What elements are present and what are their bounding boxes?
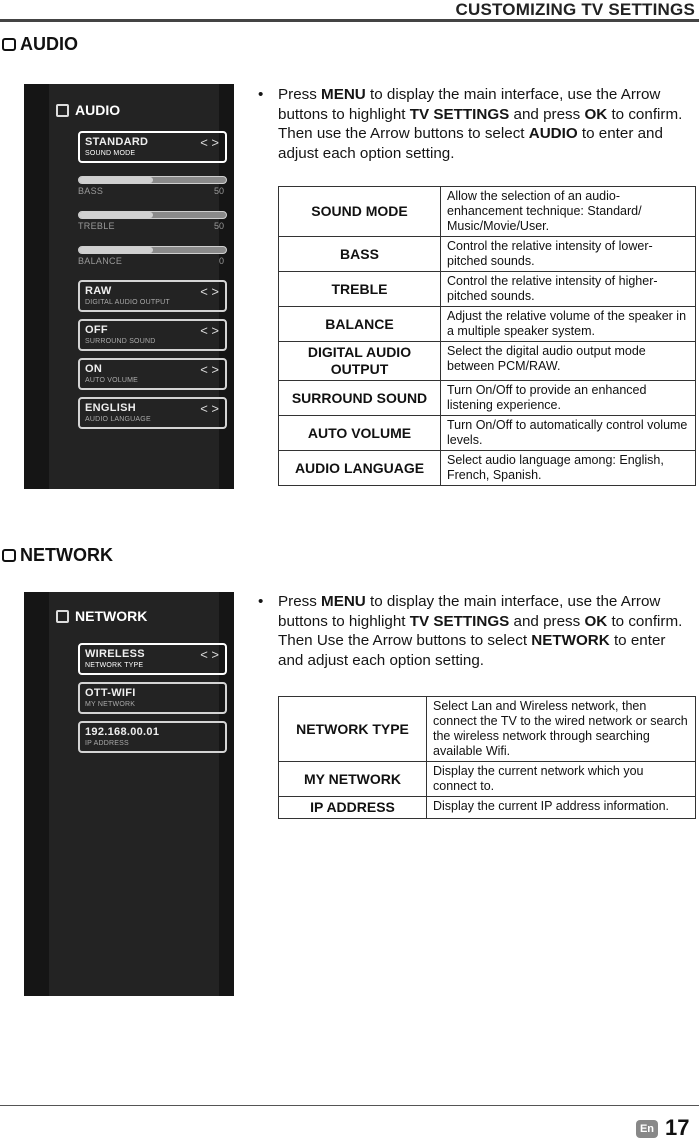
left-right-arrows-icon[interactable]: < > bbox=[200, 401, 219, 416]
table-row bbox=[279, 381, 696, 416]
setting-description: Control the relative intensity of lower-pitched sounds. bbox=[441, 237, 696, 272]
page-number: 17 bbox=[665, 1115, 690, 1140]
network-settings-table bbox=[278, 696, 696, 819]
option-value: STANDARD bbox=[85, 136, 149, 148]
option-value: ENGLISH bbox=[85, 402, 136, 414]
setting-description: Control the relative intensity of higher-pitched sounds. bbox=[441, 272, 696, 307]
table-row bbox=[279, 697, 696, 762]
menu-option-digital-audio-output[interactable] bbox=[78, 280, 227, 312]
square-icon bbox=[2, 549, 16, 562]
table-row bbox=[279, 237, 696, 272]
option-value: OFF bbox=[85, 324, 108, 336]
audio-settings-table bbox=[278, 186, 696, 486]
bullet: • bbox=[258, 86, 264, 103]
option-label: NETWORK TYPE bbox=[85, 662, 144, 669]
square-icon bbox=[56, 610, 69, 623]
setting-name: AUTO VOLUME bbox=[279, 416, 441, 451]
setting-name: MY NETWORK bbox=[279, 762, 427, 797]
slider-value: 0 bbox=[218, 256, 224, 266]
table-row bbox=[279, 416, 696, 451]
table-row bbox=[279, 451, 696, 486]
option-label: DIGITAL AUDIO OUTPUT bbox=[85, 299, 170, 306]
table-row bbox=[279, 797, 696, 819]
footer-divider bbox=[0, 1105, 699, 1106]
setting-name: AUDIO LANGUAGE bbox=[279, 451, 441, 486]
setting-description: Display the current network which you connect to. bbox=[427, 762, 696, 797]
left-right-arrows-icon[interactable]: < > bbox=[200, 323, 219, 338]
setting-name: BASS bbox=[279, 237, 441, 272]
setting-description: Turn On/Off to automatically control volume levels. bbox=[441, 416, 696, 451]
slider-fill bbox=[79, 177, 153, 183]
menu-option-my-network[interactable] bbox=[78, 682, 227, 714]
option-label: SURROUND SOUND bbox=[85, 338, 156, 345]
option-label: AUDIO LANGUAGE bbox=[85, 416, 151, 423]
audio-menu-header bbox=[56, 102, 120, 118]
table-row bbox=[279, 272, 696, 307]
table-row bbox=[279, 762, 696, 797]
setting-name: NETWORK TYPE bbox=[279, 697, 427, 762]
instruction-text: Press MENU to display the main interface, use the Arrow buttons to highlight TV SETTINGS and press OK to confirm. Then use the Arrow buttons to select AUDIO to enter and adjust each option setting. bbox=[278, 86, 683, 162]
menu-option-audio-language[interactable] bbox=[78, 397, 227, 429]
setting-name: BALANCE bbox=[279, 307, 441, 342]
slider-fill bbox=[79, 247, 153, 253]
option-value: ON bbox=[85, 363, 103, 375]
network-instruction bbox=[258, 592, 693, 670]
slider-track[interactable] bbox=[78, 176, 227, 184]
page-header-title: CUSTOMIZING TV SETTINGS bbox=[455, 0, 695, 19]
option-label: AUTO VOLUME bbox=[85, 377, 139, 384]
slider-track[interactable] bbox=[78, 211, 227, 219]
menu-option-surround-sound[interactable] bbox=[78, 319, 227, 351]
network-menu-title: NETWORK bbox=[75, 608, 148, 624]
option-value: RAW bbox=[85, 285, 112, 297]
setting-description: Adjust the relative volume of the speaker in a multiple speaker system. bbox=[441, 307, 696, 342]
header-divider bbox=[0, 19, 699, 22]
square-icon bbox=[2, 38, 16, 51]
menu-option-sound-mode[interactable] bbox=[78, 131, 227, 163]
setting-description: Allow the selection of an audio-enhancement technique: Standard/ Music/Movie/User. bbox=[441, 187, 696, 237]
audio-section-label: AUDIO bbox=[20, 34, 78, 54]
network-section-label: NETWORK bbox=[20, 545, 113, 565]
slider-label: TREBLE bbox=[78, 221, 115, 231]
table-row bbox=[279, 307, 696, 342]
left-right-arrows-icon[interactable]: < > bbox=[200, 362, 219, 377]
slider-label: BASS bbox=[78, 186, 104, 196]
slider-value: 50 bbox=[213, 221, 224, 231]
option-value: OTT-WIFI bbox=[85, 687, 136, 699]
audio-tv-screen bbox=[24, 84, 234, 489]
audio-instruction bbox=[258, 85, 693, 163]
slider-track[interactable] bbox=[78, 246, 227, 254]
audio-section-title bbox=[2, 34, 78, 55]
bullet: • bbox=[258, 593, 264, 610]
audio-menu-title: AUDIO bbox=[75, 102, 121, 118]
table-row bbox=[279, 342, 696, 381]
menu-option-network-type[interactable] bbox=[78, 643, 227, 675]
instruction-text: Press MENU to display the main interface, use the Arrow buttons to highlight TV SETTINGS and press OK to confirm. Then Use the Arrow buttons to select NETWORK to enter and adjust each option setting. bbox=[278, 593, 683, 669]
option-label: MY NETWORK bbox=[85, 701, 136, 708]
setting-description: Select Lan and Wireless network, then connect the TV to the wired network or search the wireless network through searching available Wifi. bbox=[427, 697, 696, 762]
option-value: WIRELESS bbox=[85, 648, 145, 660]
square-icon bbox=[56, 104, 69, 117]
setting-description: Select the digital audio output mode between PCM/RAW. bbox=[441, 342, 696, 381]
network-menu-header bbox=[56, 608, 147, 624]
menu-option-auto-volume[interactable] bbox=[78, 358, 227, 390]
left-right-arrows-icon[interactable]: < > bbox=[200, 647, 219, 662]
setting-description: Turn On/Off to provide an enhanced listening experience. bbox=[441, 381, 696, 416]
setting-name: SOUND MODE bbox=[279, 187, 441, 237]
left-right-arrows-icon[interactable]: < > bbox=[200, 135, 219, 150]
option-label: SOUND MODE bbox=[85, 150, 136, 157]
setting-description: Display the current IP address information. bbox=[427, 797, 696, 819]
setting-name: TREBLE bbox=[279, 272, 441, 307]
network-tv-screen bbox=[24, 592, 234, 996]
slider-fill bbox=[79, 212, 153, 218]
table-row bbox=[279, 187, 696, 237]
option-label: IP ADDRESS bbox=[85, 740, 129, 747]
setting-name: IP ADDRESS bbox=[279, 797, 427, 819]
setting-name: DIGITAL AUDIO OUTPUT bbox=[279, 342, 441, 381]
network-section-title bbox=[2, 545, 113, 566]
setting-name: SURROUND SOUND bbox=[279, 381, 441, 416]
language-badge: En bbox=[636, 1120, 658, 1138]
option-value: 192.168.00.01 bbox=[85, 726, 160, 738]
slider-value: 50 bbox=[213, 186, 224, 196]
menu-option-ip-address[interactable] bbox=[78, 721, 227, 753]
setting-description: Select audio language among: English, French, Spanish. bbox=[441, 451, 696, 486]
left-right-arrows-icon[interactable]: < > bbox=[200, 284, 219, 299]
slider-label: BALANCE bbox=[78, 256, 123, 266]
